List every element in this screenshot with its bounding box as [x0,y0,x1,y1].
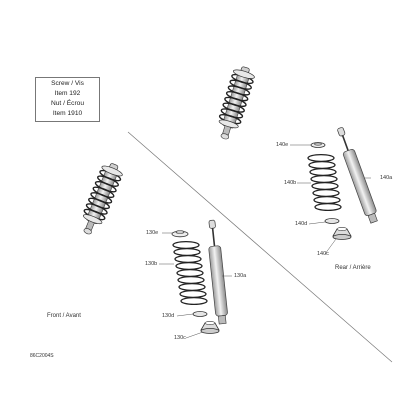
rear-section-label: Rear / Arrière [335,265,371,271]
part-130c-bottom-seat [201,321,219,333]
label-130c: 130c [174,335,186,341]
label-130d: 130d [162,313,175,319]
label-140b: 140b [284,180,297,186]
legend-nut-label: Nut / Écrou [51,100,84,107]
part-130b-coil-spring [173,242,207,305]
part-140d-spring-collar [325,219,339,224]
part-140a-shock-absorber [334,126,379,224]
assembled-shock-left [77,160,125,237]
front-section-label: Front / Avant [47,313,81,319]
part-140b-coil-spring [308,155,341,211]
fastener-legend-box [35,77,100,122]
part-130e-spring-retainer [172,231,188,237]
label-130a: 130a [234,273,247,279]
legend-screw-item: Item 192 [54,90,81,97]
label-130b: 130b [145,261,158,267]
label-140a: 140a [380,175,393,181]
legend-nut-item: Item 1910 [52,110,83,117]
part-140e-spring-retainer [311,143,325,148]
figure-code: 86C2004S [30,353,54,359]
part-130d-spring-collar [193,312,207,317]
part-140c-bottom-seat [333,227,351,239]
label-140e: 140e [276,142,289,148]
label-140d: 140d [295,221,308,227]
label-130e: 130e [146,230,159,236]
legend-screw-label: Screw / Vis [51,80,84,87]
assembled-shock-top [214,64,257,142]
part-130a-shock-absorber [206,220,229,325]
label-140c: 140c [317,251,329,257]
